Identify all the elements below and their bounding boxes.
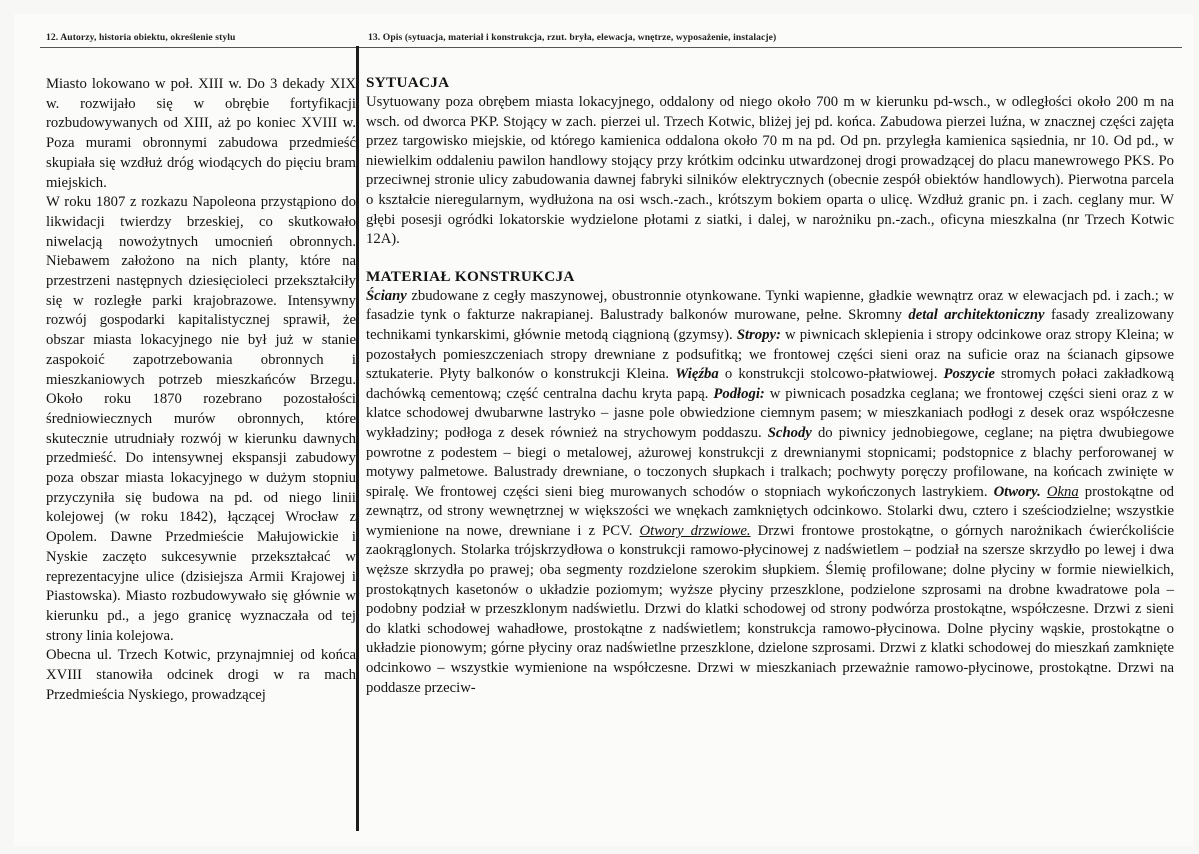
material-text-run: o konstrukcji stolcowo-płatwiowej.: [718, 366, 944, 383]
material-text-run: do piwnicy jednobiegowe, ceglane; na piętra dwubiegowe powrotne z podestem – biegi o metalowej, ażurowej konstrukcji z drewnianymi stopnicami; podstopnice z blachy perforowanej w motywy palmetowe. Balustrady drewniane, o toczonych słupkach i tralkach; pochwyty poręczy profilowane, na końcach zwinięte w spiralę. We frontowej części sieni bieg murowanych schodów o stopniach wykończonych lastrykiem.: [366, 424, 1174, 500]
column-divider: [356, 46, 359, 831]
history-paragraph-3: Obecna ul. Trzech Kotwic, przynajmniej od końca XVIII stanowiła odcinek drogi w ra mach Przedmieścia Nyskiego, prowadzącej: [46, 647, 356, 703]
description-column: [366, 73, 1174, 698]
sytuacja-text: Usytuowany poza obrębem miasta lokacyjnego, oddalony od niego około 700 m w kierunku pd-wsch., w odległości około 200 m na wsch. od dworca PKP. Stojący w zach. pierzei ul. Trzech Kotwic, bliżej jej pd. końca. Zabudowa pierzei luźna, w znacznej części zajęta przez targowisko miejskie, od którego kamienica oddalona około 70 m na pd. Od pn. przyległa kamienica sąsiednia, nr 10. Od pd., w niewielkim oddaleniu pawilon handlowy stojący przy krótkim odcinku utwardzonej drogi prowadzącej do placu manewrowego PKS. Po przeciwnej stronie ulicy zabudowania dawnej fabryki silników elektrycznych (obecnie zespół obiektów handlowych). Pierwotna parcela o kształcie nieregularnym, wydłużona na osi wsch.-zach., krótszym bokiem oparta o ulicę. Wzdłuż granic pn. i zach. ceglany mur. W głębi posesji ogródki lokatorskie wydzielone płotami z siatki, i dalej, w narożniku pn.-zach., oficyna mieszkalna (nr Trzech Kotwic 12A).: [366, 94, 1174, 248]
material-keyword: Więźba: [675, 366, 719, 383]
header-divider: [40, 47, 1182, 48]
material-text-run: w piwnicach sklepienia i stropy odcinkowe oraz stropy Kleina; w pozostałych pomieszczeniach stropy drewniane z podsufitką; we frontowej części sieni oraz na suficie oraz na ścianach gipsowe sztukaterie. Płyty balkonów o konstrukcji Kleina.: [366, 326, 1174, 383]
material-keyword: Ściany: [366, 287, 407, 304]
material-text-run: prostokątne od zewnątrz, od strony wewnętrznej w większości we wnękach zamkniętych odcinkowo. Stolarki dwu, cztero i sześciodzielne; wszystkie wymienione na nowe, drewniane i z PCV.: [366, 483, 1175, 539]
material-text-run: stromych połaci zakładkową dachówką cementową; część centralna dachu kryta papą.: [366, 366, 1174, 402]
material-text-run: zbudowane z cegły maszynowej, obustronnie otynkowane. Tynki wapienne, gładkie wewnątrz oraz w elewacjach pd. i zach.; w fasadzie tynk o fakturze nakrapianej. Balustrady balkonów murowane, pełne. Skromny: [366, 287, 1174, 324]
right-column-header: 13. Opis (sytuacja, materiał i konstrukcja, rzut. bryła, elewacja, wnętrze, wyposażenie, instalacje): [368, 32, 777, 43]
material-title: MATERIAŁ KONSTRUKCJA: [366, 267, 575, 285]
material-text-run: w piwnicach posadzka ceglana; we frontowej części sieni oraz z w klatce schodowej dwubarwne lastryko – jasne pole obwiedzione ciemnym pasem; w mieszkaniach podłogi z desek oraz współczesne wykładziny; podłoga z desek również na strychowym poddaszu.: [366, 385, 1174, 441]
section-gap: [366, 250, 1174, 267]
material-keyword: Otwory drzwiowe.: [639, 522, 751, 539]
material-text-run: Drzwi frontowe prostokątne, o górnych narożnikach ćwierćkoliście zaokrąglonych. Stolarka trójskrzydłowa o konstrukcji ramowo-płycinowej z nadświetlem – podział na szersze skrzydło po lewej i dwa węższe skrzydła po prawej; oba segmenty rozdzielone szerokim słupkiem. Ślemię profilowane; dolne płyciny w formie niewielkich, prostokątnych kasetonów o układzie poziomym; wyższe płyciny przeszklone, podzielone szprosami na drobne kwadratowe pola – podobny podział w przeszklonym nadświetlu. Drzwi do klatki schodowej od strony podwórza prostokątne, współczesne. Drzwi z sieni do klatki schodowej wahadłowe, prostokątne z nadświetlem; konstrukcja ramowo-płycinowa. Dolne płyciny wąskie, prostokątne o układzie pionowym; górne płyciny oraz nadświetlne przeszklone, dzielone szprosami. Drzwi z klatki schodowej do mieszkań zamknięte odcinkowo – wszystkie wymienione na współczesne. Drzwi w mieszkaniach przeważnie ramowo-płycinowe, prostokątne. Drzwi na poddasze przeciw-: [366, 522, 1175, 696]
sytuacja-title: SYTUACJA: [366, 74, 450, 91]
material-keyword: Okna: [1046, 483, 1079, 500]
history-paragraph-1: Miasto lokowano w poł. XIII w. Do 3 dekady XIX w. rozwijało się w obrębie fortyfikacji rozbudowywanych od XIII, aż po koniec XVIII w. Poza murami obronnymi zabudowa przedmieść skupiała się wzdłuż dróg wiodących do pięciu bram miejskich.: [46, 76, 356, 191]
history-column: [46, 75, 356, 706]
material-keyword: Poszycie: [943, 366, 995, 383]
material-keyword: Otwory.: [993, 483, 1041, 500]
history-paragraph-2: W roku 1807 z rozkazu Napoleona przystąpiono do likwidacji twierdzy brzeskiej, co skutkowało niwelacją nowożytnych umocnień obronnych. Niebawem założono na nich planty, które na przestrzeni następnych dziesięcioleci przekształciły się w rozległe parki krajobrazowe. Intensywny rozwój gospodarki kapitalistycznej sprawił, że obszar miasta lokacyjnego nie był już w stanie zaspokoić zapotrzebowania obronnych i mieszkaniowych potrzeb mieszkańców Brzegu. Około roku 1870 rozebrano pozostałości średniowiecznych murów obronnych, które skutecznie utrudniały rozwój w kierunku dawnych przedmieść. Do intensywnej ekspansji zabudowy poza obszar miasta lokacyjnego w dużym stopniu przyczyniła się budowa na pd. od niego linii kolejowej (w roku 1842), łączącej Wrocław z Opolem. Dawne Przedmieście Małujowickie i Nyskie zaczęto sukcesywnie przekształcać w reprezentacyjne ulice (dzisiejsza Armii Krajowej i Piastowska). Miasto rozbudowywało się głównie w kierunku pd., a jego granicę wyznaczała od tej strony linia kolejowa.: [46, 194, 356, 644]
material-keyword: Stropy:: [736, 326, 781, 343]
material-text-run: fasady zrealizowany technikami tynkarskimi, głównie metodą ciągnioną (gzymsy).: [366, 307, 1174, 343]
material-keyword: Schody: [767, 424, 812, 441]
left-column-header: 12. Autorzy, historia obiektu, określenie stylu: [46, 32, 236, 43]
material-keyword: Podłogi:: [713, 385, 765, 402]
material-keyword: detal architektoniczny: [908, 307, 1045, 324]
material-text: [366, 287, 1174, 698]
